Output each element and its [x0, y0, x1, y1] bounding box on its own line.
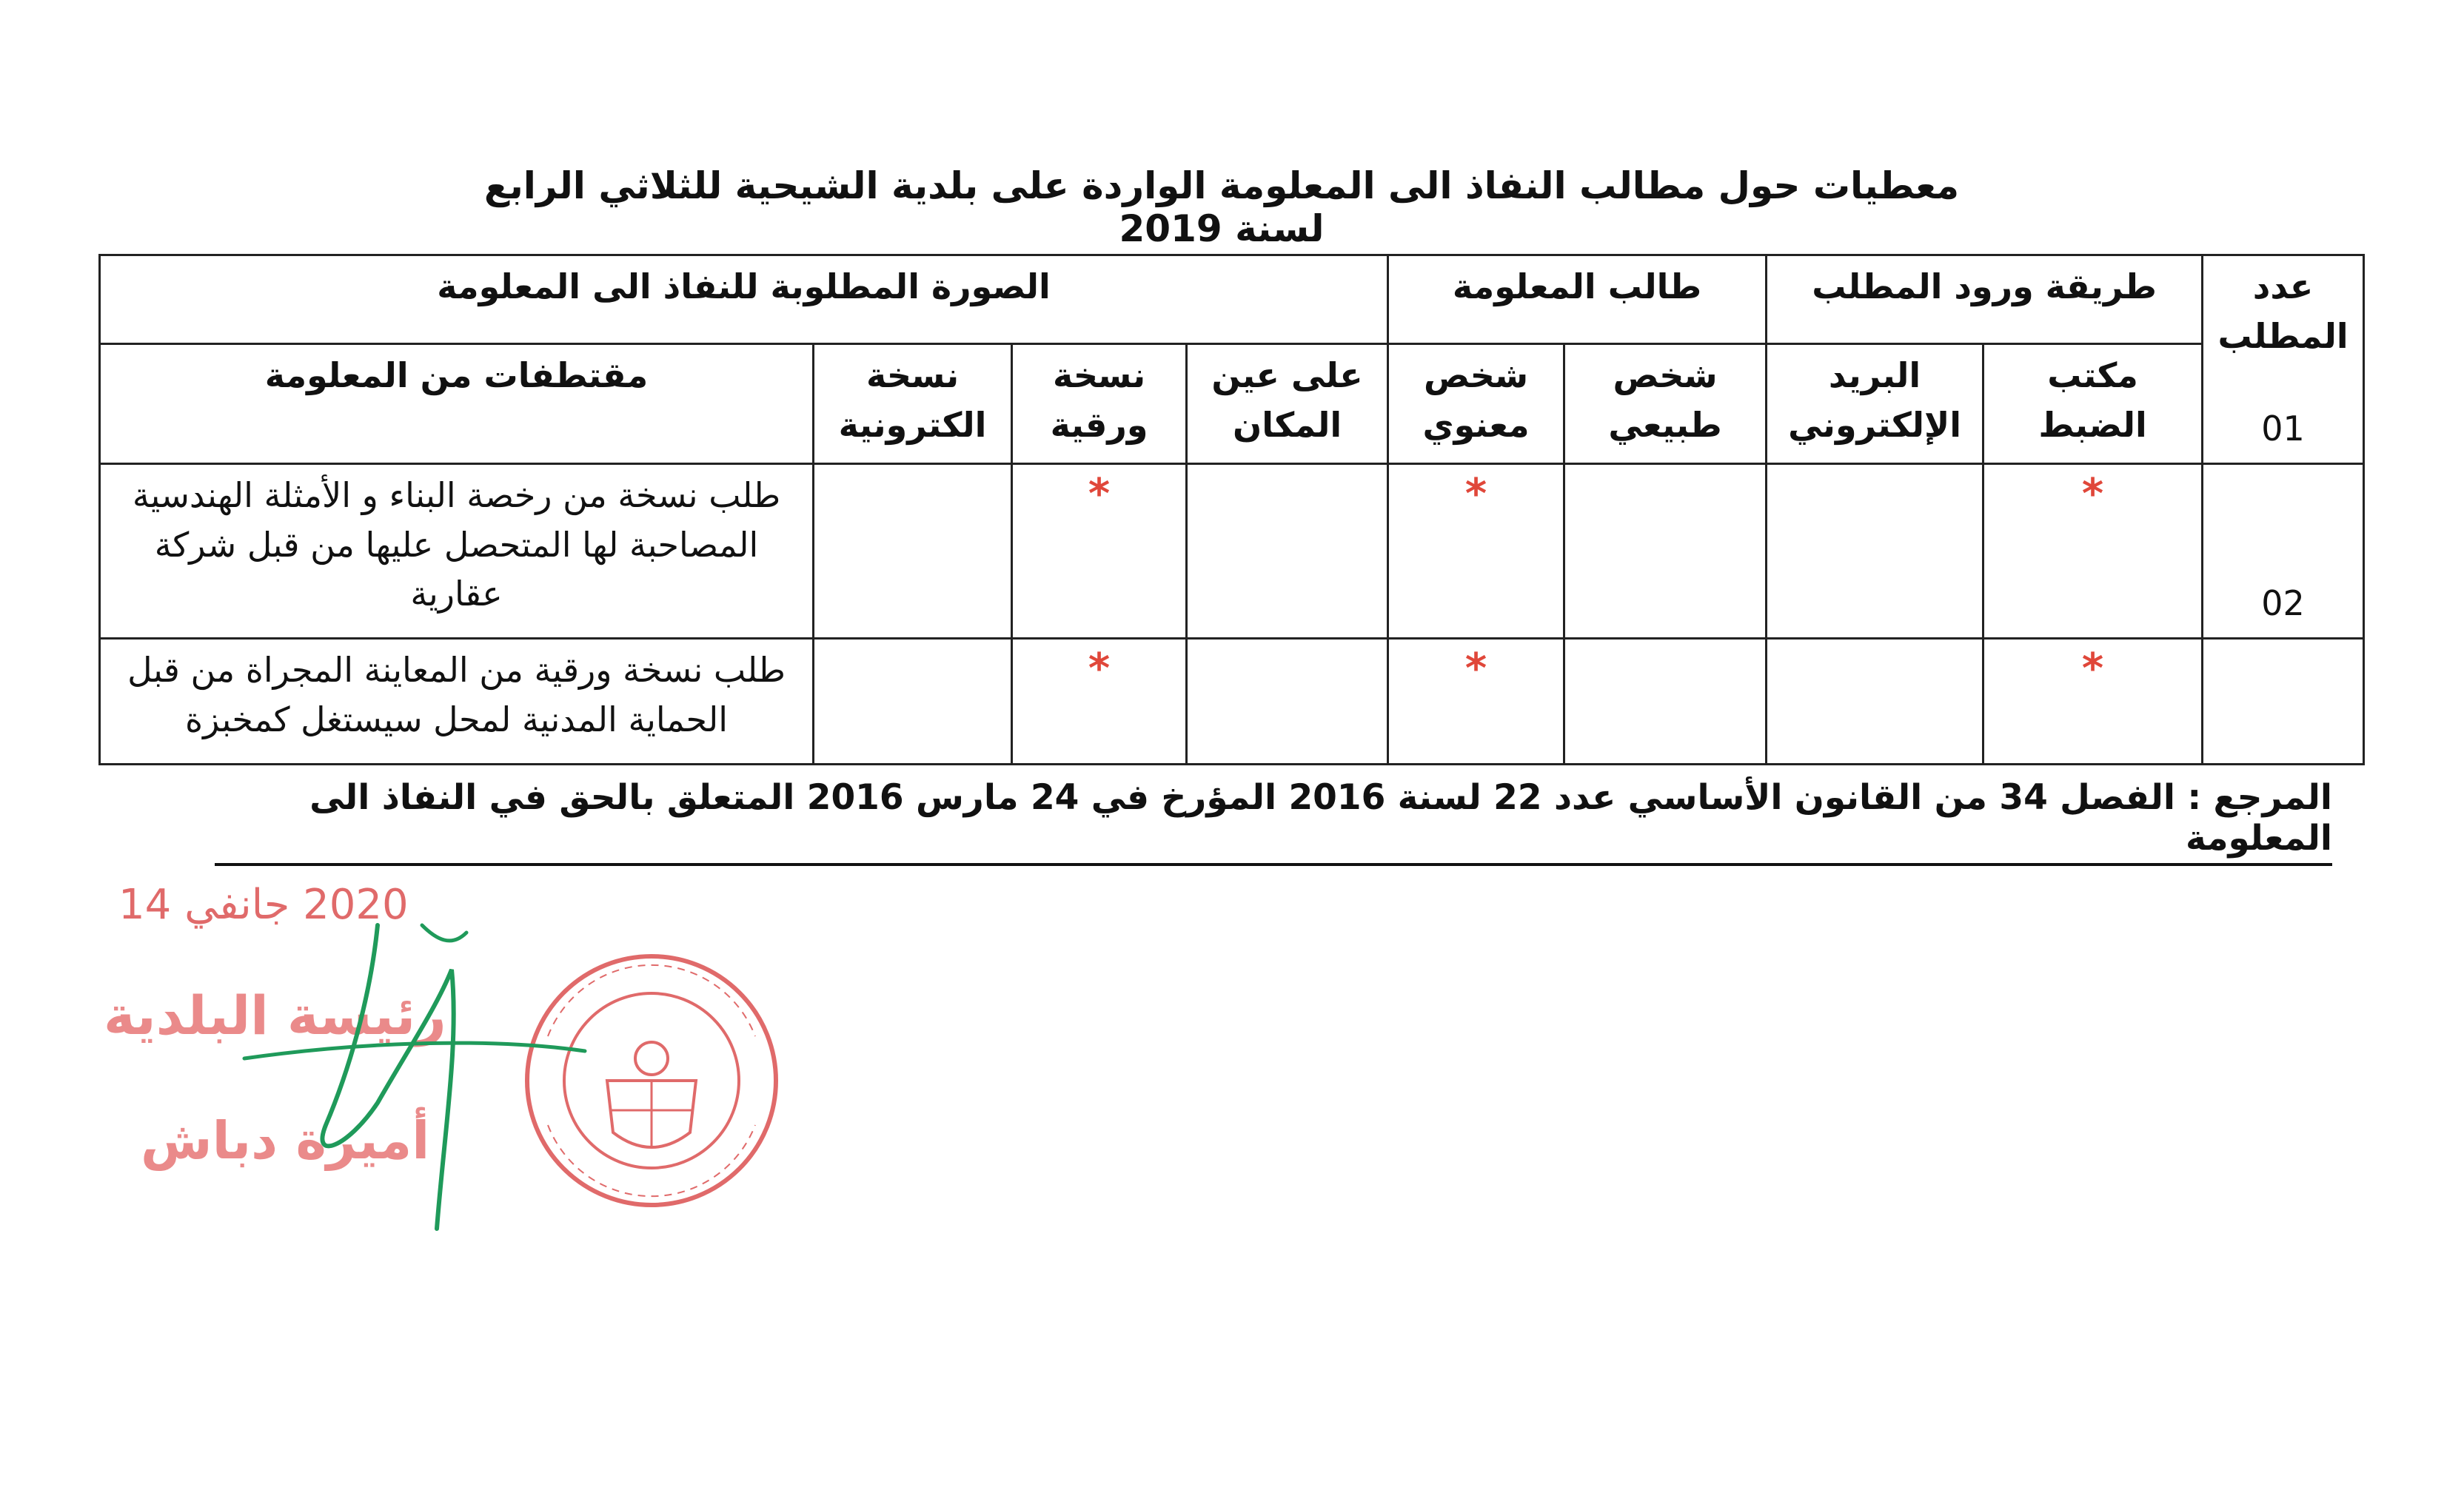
selected-mark: * — [2081, 645, 2104, 693]
header-legal-person: شخص معنوي — [1388, 344, 1564, 464]
natural-person-cell — [1564, 464, 1767, 639]
header-registry-office: مكتب الضبط — [1983, 344, 2203, 464]
request-number-cell — [2203, 583, 2364, 765]
header-requester: طالب المعلومة — [1388, 255, 1767, 344]
registry-office-cell — [1983, 639, 2203, 765]
legal-person-cell — [1388, 639, 1564, 765]
header-natural-person: شخص طبيعي — [1564, 344, 1767, 464]
header-excerpts: مقتطفات من المعلومة — [100, 344, 814, 464]
request-number: 02 — [2261, 583, 2305, 623]
selected-mark: * — [1088, 645, 1111, 693]
stamp-name: أميرة دباش — [141, 1110, 430, 1171]
table-row — [100, 639, 2364, 765]
natural-person-cell — [1564, 639, 1767, 765]
email-cell — [1767, 639, 1983, 765]
excerpt-text: طلب نسخة ورقية من المعاينة المجراة من قبل الحماية المدنية لمحل سيستغل كمخبزة — [100, 639, 814, 765]
header-paper-copy: نسخة ورقية — [1012, 344, 1187, 464]
stamp-title: رئيسة البلدية — [104, 984, 446, 1047]
selected-mark: * — [2081, 470, 2104, 518]
excerpt-text: طلب نسخة من رخصة البناء و الأمثلة الهندسية المصاحبة لها المتحصل عليها من قبل شركة عقارية — [100, 464, 814, 639]
legal-person-cell — [1388, 464, 1564, 639]
email-cell — [1767, 464, 1983, 639]
header-arrival-method: طريقة ورود المطلب — [1767, 255, 2203, 344]
selected-mark: * — [1464, 645, 1487, 693]
page-title: معطيات حول مطالب النفاذ الى المعلومة الواردة على بلدية الشيحية للثلاثي الرابع لسنة 2019 — [483, 164, 1960, 250]
signature-icon — [200, 881, 644, 1266]
registry-office-cell — [1983, 464, 2203, 639]
table-row — [100, 464, 2364, 639]
electronic-copy-cell — [814, 464, 1012, 639]
selected-mark: * — [1464, 470, 1487, 518]
selected-mark: * — [1088, 470, 1111, 518]
paper-copy-cell — [1012, 464, 1187, 639]
stamp-date: 2020 جانفي 14 — [118, 881, 409, 929]
header-requested-form: الصورة المطلوبة للنفاذ الى المعلومة — [100, 255, 1388, 344]
request-number: 01 — [2261, 409, 2305, 449]
legal-reference: المرجع : الفصل 34 من القانون الأساسي عدد 22 لسنة 2016 المؤرخ في 24 مارس 2016 المتعلق بالحق في النفاذ الى المعلومة — [215, 777, 2332, 866]
requests-table — [98, 254, 2365, 765]
header-request-number: عدد المطلب — [2203, 255, 2364, 464]
header-on-site: على عين المكان — [1187, 344, 1388, 464]
on-site-cell — [1187, 464, 1388, 639]
header-email: البريد الإلكتروني — [1767, 344, 1983, 464]
on-site-cell — [1187, 639, 1388, 765]
electronic-copy-cell — [814, 639, 1012, 765]
official-stamp — [89, 866, 755, 1280]
paper-copy-cell — [1012, 639, 1187, 765]
header-electronic-copy: نسخة الكترونية — [814, 344, 1012, 464]
